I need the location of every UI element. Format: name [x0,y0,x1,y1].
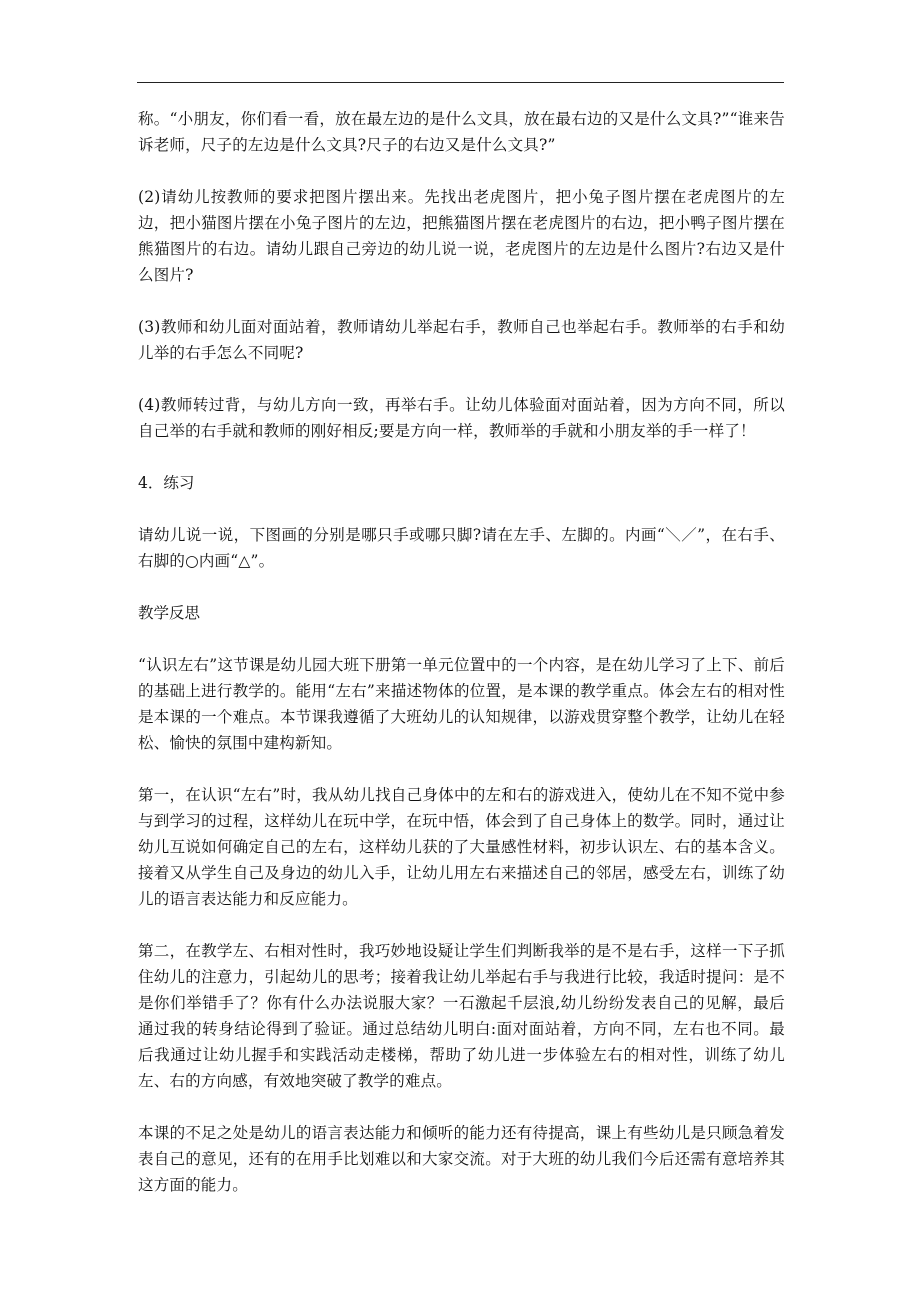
paragraph-reflection-first: 第一，在认识“左右”时，我从幼儿找自己身体中的左和右的游戏进入，使幼儿在不知不觉中参与到学习的过程，这样幼儿在玩中学，在玩中悟，体会到了自己身体上的数学。同时，通过让幼儿互说如何确定自己的左右，这样幼儿获的了大量感性材料，初步认识左、右的基本含义。接着又从学生自己及身边的幼儿入手，让幼儿用左右来描述自己的邻居，感受左右，训练了幼儿的语言表达能力和反应能力。 [138,786,785,908]
document-body [138,106,785,1198]
paragraph-continuation: 称。“小朋友，你们看一看，放在最左边的是什么文具，放在最右边的又是什么文具?”“谁来告诉老师，尺子的左边是什么文具?尺子的右边又是什么文具?” [138,110,785,154]
paragraph-step-2: (2)请幼儿按教师的要求把图片摆出来。先找出老虎图片，把小兔子图片摆在老虎图片的左边，把小猫图片摆在小兔子图片的左边，把熊猫图片摆在老虎图片的右边，把小鸭子图片摆在熊猫图片的右边。请幼儿跟自己旁边的幼儿说一说，老虎图片的左边是什么图片?右边又是什么图片? [138,188,785,284]
section-heading-reflection: 教学反思 [138,604,201,622]
section-heading-practice: 4．练习 [138,474,195,492]
paragraph-reflection-second: 第二，在教学左、右相对性时，我巧妙地设疑让学生们判断我举的是不是右手，这样一下子抓住幼儿的注意力，引起幼儿的思考；接着我让幼儿举起右手与我进行比较，我适时提问：是不是你们举错手了？你有什么办法说服大家？一石激起千层浪,幼儿纷纷发表自己的见解，最后通过我的转身结论得到了验证。通过总结幼儿明白:面对面站着，方向不同，左右也不同。最后我通过让幼儿握手和实践活动走楼梯，帮助了幼儿进一步体验左右的相对性，训练了幼儿左、右的方向感，有效地突破了教学的难点。 [138,942,785,1090]
paragraph-reflection-intro: “认识左右”这节课是幼儿园大班下册第一单元位置中的一个内容，是在幼儿学习了上下、前后的基础上进行教学的。能用“左右”来描述物体的位置，是本课的教学重点。体会左右的相对性是本课的一个难点。本节课我遵循了大班幼儿的认知规律，以游戏贯穿整个教学，让幼儿在轻松、愉快的氛围中建构新知。 [138,656,785,752]
paragraph-practice: 请幼儿说一说，下图画的分别是哪只手或哪只脚?请在左手、左脚的。内画“＼／”，在右手、右脚的○内画“△”。 [138,526,785,570]
paragraph-reflection-shortcomings: 本课的不足之处是幼儿的语言表达能力和倾听的能力还有待提高，课上有些幼儿是只顾急着发表自己的意见，还有的在用手比划难以和大家交流。对于大班的幼儿我们今后还需有意培养其这方面的能力。 [138,1124,785,1194]
paragraph-step-3: (3)教师和幼儿面对面站着，教师请幼儿举起右手，教师自己也举起右手。教师举的右手和幼儿举的右手怎么不同呢? [138,318,785,362]
paragraph-step-4: (4)教师转过背，与幼儿方向一致，再举右手。让幼儿体验面对面站着，因为方向不同，所以自己举的右手就和教师的刚好相反;要是方向一样，教师举的手就和小朋友举的手一样了！ [138,396,785,440]
header-rule [137,82,784,83]
